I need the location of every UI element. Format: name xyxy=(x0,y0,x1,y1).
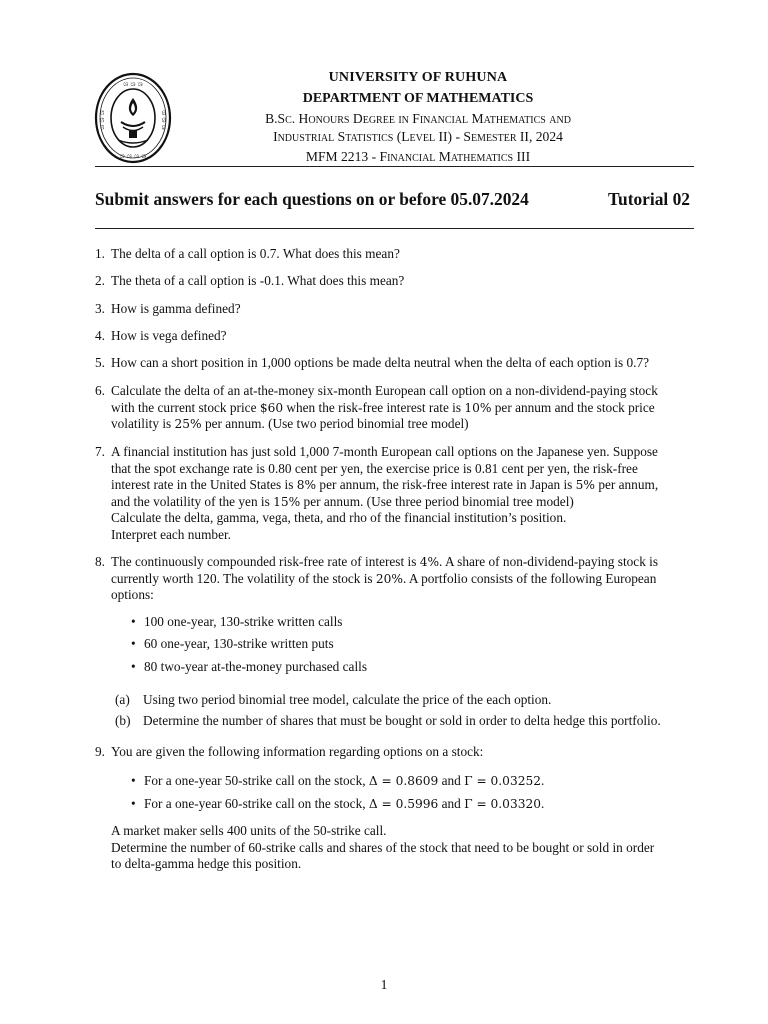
question-3 xyxy=(95,301,694,318)
bullet-icon: • xyxy=(131,659,136,674)
list-item xyxy=(131,636,334,652)
question-number: 1. xyxy=(95,246,105,261)
page-number: 1 xyxy=(380,978,388,993)
document-header xyxy=(190,68,646,166)
risk-free-rate: 4% xyxy=(419,555,440,569)
question-number: 8. xyxy=(95,554,105,569)
text-span: currently worth 120. The volatility of the stock is xyxy=(111,570,376,586)
bullet-text: For a one-year 50-strike call on the stock, xyxy=(144,773,369,788)
question-line xyxy=(111,554,694,571)
question-line: options: xyxy=(111,587,154,602)
degree-line-2: Industrial Statistics (Level II) - Semester II, 2024 xyxy=(273,129,563,144)
delta-value: Δ = 0.5996 xyxy=(368,797,439,811)
question-1 xyxy=(95,246,694,263)
svg-text:ශ ශ ශ: ශ ශ ශ xyxy=(123,80,143,88)
question-4 xyxy=(95,328,694,345)
sub-question-text: Using two period binomial tree model, calculate the price of the each option. xyxy=(143,692,552,707)
question-9 xyxy=(95,744,694,761)
question-line: Interpret each number. xyxy=(111,526,231,542)
header-divider xyxy=(95,166,694,167)
gamma-value: Γ = 0.03320 xyxy=(464,797,541,811)
bullet-text: 100 one-year, 130-strike written calls xyxy=(144,614,343,629)
question-number: 7. xyxy=(95,444,105,459)
sub-question-a xyxy=(115,692,551,708)
gamma-value: Γ = 0.03252 xyxy=(464,774,541,788)
university-name: UNIVERSITY OF RUHUNA xyxy=(328,70,508,85)
delta-value: Δ = 0.8609 xyxy=(368,774,439,788)
sub-question-label: (b) xyxy=(115,713,131,728)
department-name: DEPARTMENT OF MATHEMATICS xyxy=(302,91,534,106)
text-span: . A portfolio consists of the following European xyxy=(403,570,657,586)
question-number: 5. xyxy=(95,355,105,370)
text-span: . xyxy=(540,796,545,811)
text-span: . xyxy=(540,773,545,788)
question-line: Determine the number of 60-strike calls and shares of the stock that need to be bought or sold in order xyxy=(111,839,655,855)
question-6 xyxy=(95,383,694,433)
text-span: volatility is xyxy=(111,416,175,431)
text-span: and the volatility of the yen is xyxy=(111,493,274,509)
svg-text:ශ ශ ශ: ශ ශ ශ xyxy=(98,110,106,130)
question-8 xyxy=(95,554,694,604)
question-number: 3. xyxy=(95,301,105,316)
sub-question-b xyxy=(115,713,661,729)
university-seal-logo xyxy=(94,72,172,164)
list-item xyxy=(131,773,544,789)
volatility: 25% xyxy=(174,417,202,431)
us-rate: 8% xyxy=(296,478,317,492)
question-line xyxy=(111,400,694,417)
question-line xyxy=(111,571,694,588)
text-span: when the risk-free interest rate is xyxy=(283,399,465,415)
question-text: How can a short position in 1,000 options be made delta neutral when the delta of each option is 0.7? xyxy=(111,355,650,370)
question-line: A financial institution has just sold 1,000 7-month European call options on the Japanese yen. Suppose xyxy=(111,444,658,459)
bullet-text: 80 two-year at-the-money purchased calls xyxy=(144,659,368,674)
question-text: The delta of a call option is 0.7. What does this mean? xyxy=(111,246,400,261)
japan-rate: 5% xyxy=(575,478,595,492)
question-text: How is gamma defined? xyxy=(111,301,241,316)
stock-volatility: 20% xyxy=(375,571,403,586)
question-line xyxy=(111,494,694,511)
title-divider xyxy=(95,228,694,229)
submission-deadline: Submit answers for each questions on or before 05.07.2024 xyxy=(95,189,529,209)
bullet-text: 60 one-year, 130-strike written puts xyxy=(144,636,334,651)
svg-text:ශ ශ ශ ශ: ශ ශ ශ ශ xyxy=(119,152,147,160)
question-line: to delta-gamma hedge this position. xyxy=(111,856,302,871)
question-2 xyxy=(95,273,694,290)
sub-question-label: (a) xyxy=(115,692,130,707)
bullet-text: For a one-year 60-strike call on the stock, xyxy=(144,796,369,811)
question-text: You are given the following information regarding options on a stock: xyxy=(111,744,484,759)
bullet-icon: • xyxy=(131,773,136,788)
list-item xyxy=(131,796,544,812)
text-span: The continuously compounded risk-free rate of interest is xyxy=(111,554,420,569)
sub-question-text: Determine the number of shares that must be bought or sold in order to delta hedge this portfolio. xyxy=(143,713,661,728)
degree-line-1: B.Sc. Honours Degree in Financial Mathematics and xyxy=(265,111,571,126)
risk-free-rate: 10% xyxy=(464,400,492,415)
text-span: per annum, xyxy=(595,477,659,492)
bullet-icon: • xyxy=(131,796,136,811)
bullet-icon: • xyxy=(131,636,136,651)
question-number: 9. xyxy=(95,744,105,759)
text-span: per annum and the stock price xyxy=(491,399,655,415)
question-line: Calculate the delta, gamma, vega, theta, and rho of the financial institution’s position. xyxy=(111,510,567,525)
question-line: that the spot exchange rate is 0.80 cent per yen, the exercise price is 0.81 cent per yen, the risk-free xyxy=(111,460,638,476)
question-line xyxy=(111,477,694,494)
question-5 xyxy=(95,355,694,372)
tutorial-label: Tutorial 02 xyxy=(608,189,690,209)
question-text: How is vega defined? xyxy=(111,328,227,343)
question-line: Calculate the delta of an at-the-money six-month European call option on a non-dividend-paying stock xyxy=(111,383,658,398)
question-9-continued xyxy=(95,823,694,873)
question-text: The theta of a call option is -0.1. What does this mean? xyxy=(111,273,405,288)
bullet-icon: • xyxy=(131,614,136,629)
text-span: with the current stock price xyxy=(111,399,260,415)
text-span: per annum. (Use two period binomial tree model) xyxy=(201,416,469,431)
question-number: 2. xyxy=(95,273,105,288)
course-title: MFM 2213 - Financial Mathematics III xyxy=(305,149,531,164)
text-span: per annum. (Use three period binomial tree model) xyxy=(300,493,574,509)
question-7 xyxy=(95,444,694,543)
question-number: 6. xyxy=(95,383,105,398)
list-item xyxy=(131,659,367,675)
question-line xyxy=(111,416,694,433)
question-line: A market maker sells 400 units of the 50-strike call. xyxy=(111,823,387,838)
stock-price: $60 xyxy=(259,400,284,415)
text-span: and xyxy=(438,796,465,811)
yen-volatility: 15% xyxy=(273,494,301,509)
question-number: 4. xyxy=(95,328,105,343)
text-span: and xyxy=(438,773,465,788)
text-span: per annum, the risk-free interest rate in Japan is xyxy=(316,477,576,492)
svg-text:ශ ශ ශ: ශ ශ ශ xyxy=(160,110,168,130)
list-item xyxy=(131,614,343,630)
text-span: interest rate in the United States is xyxy=(111,477,297,492)
text-span: . A share of non-dividend-paying stock is xyxy=(439,554,659,569)
